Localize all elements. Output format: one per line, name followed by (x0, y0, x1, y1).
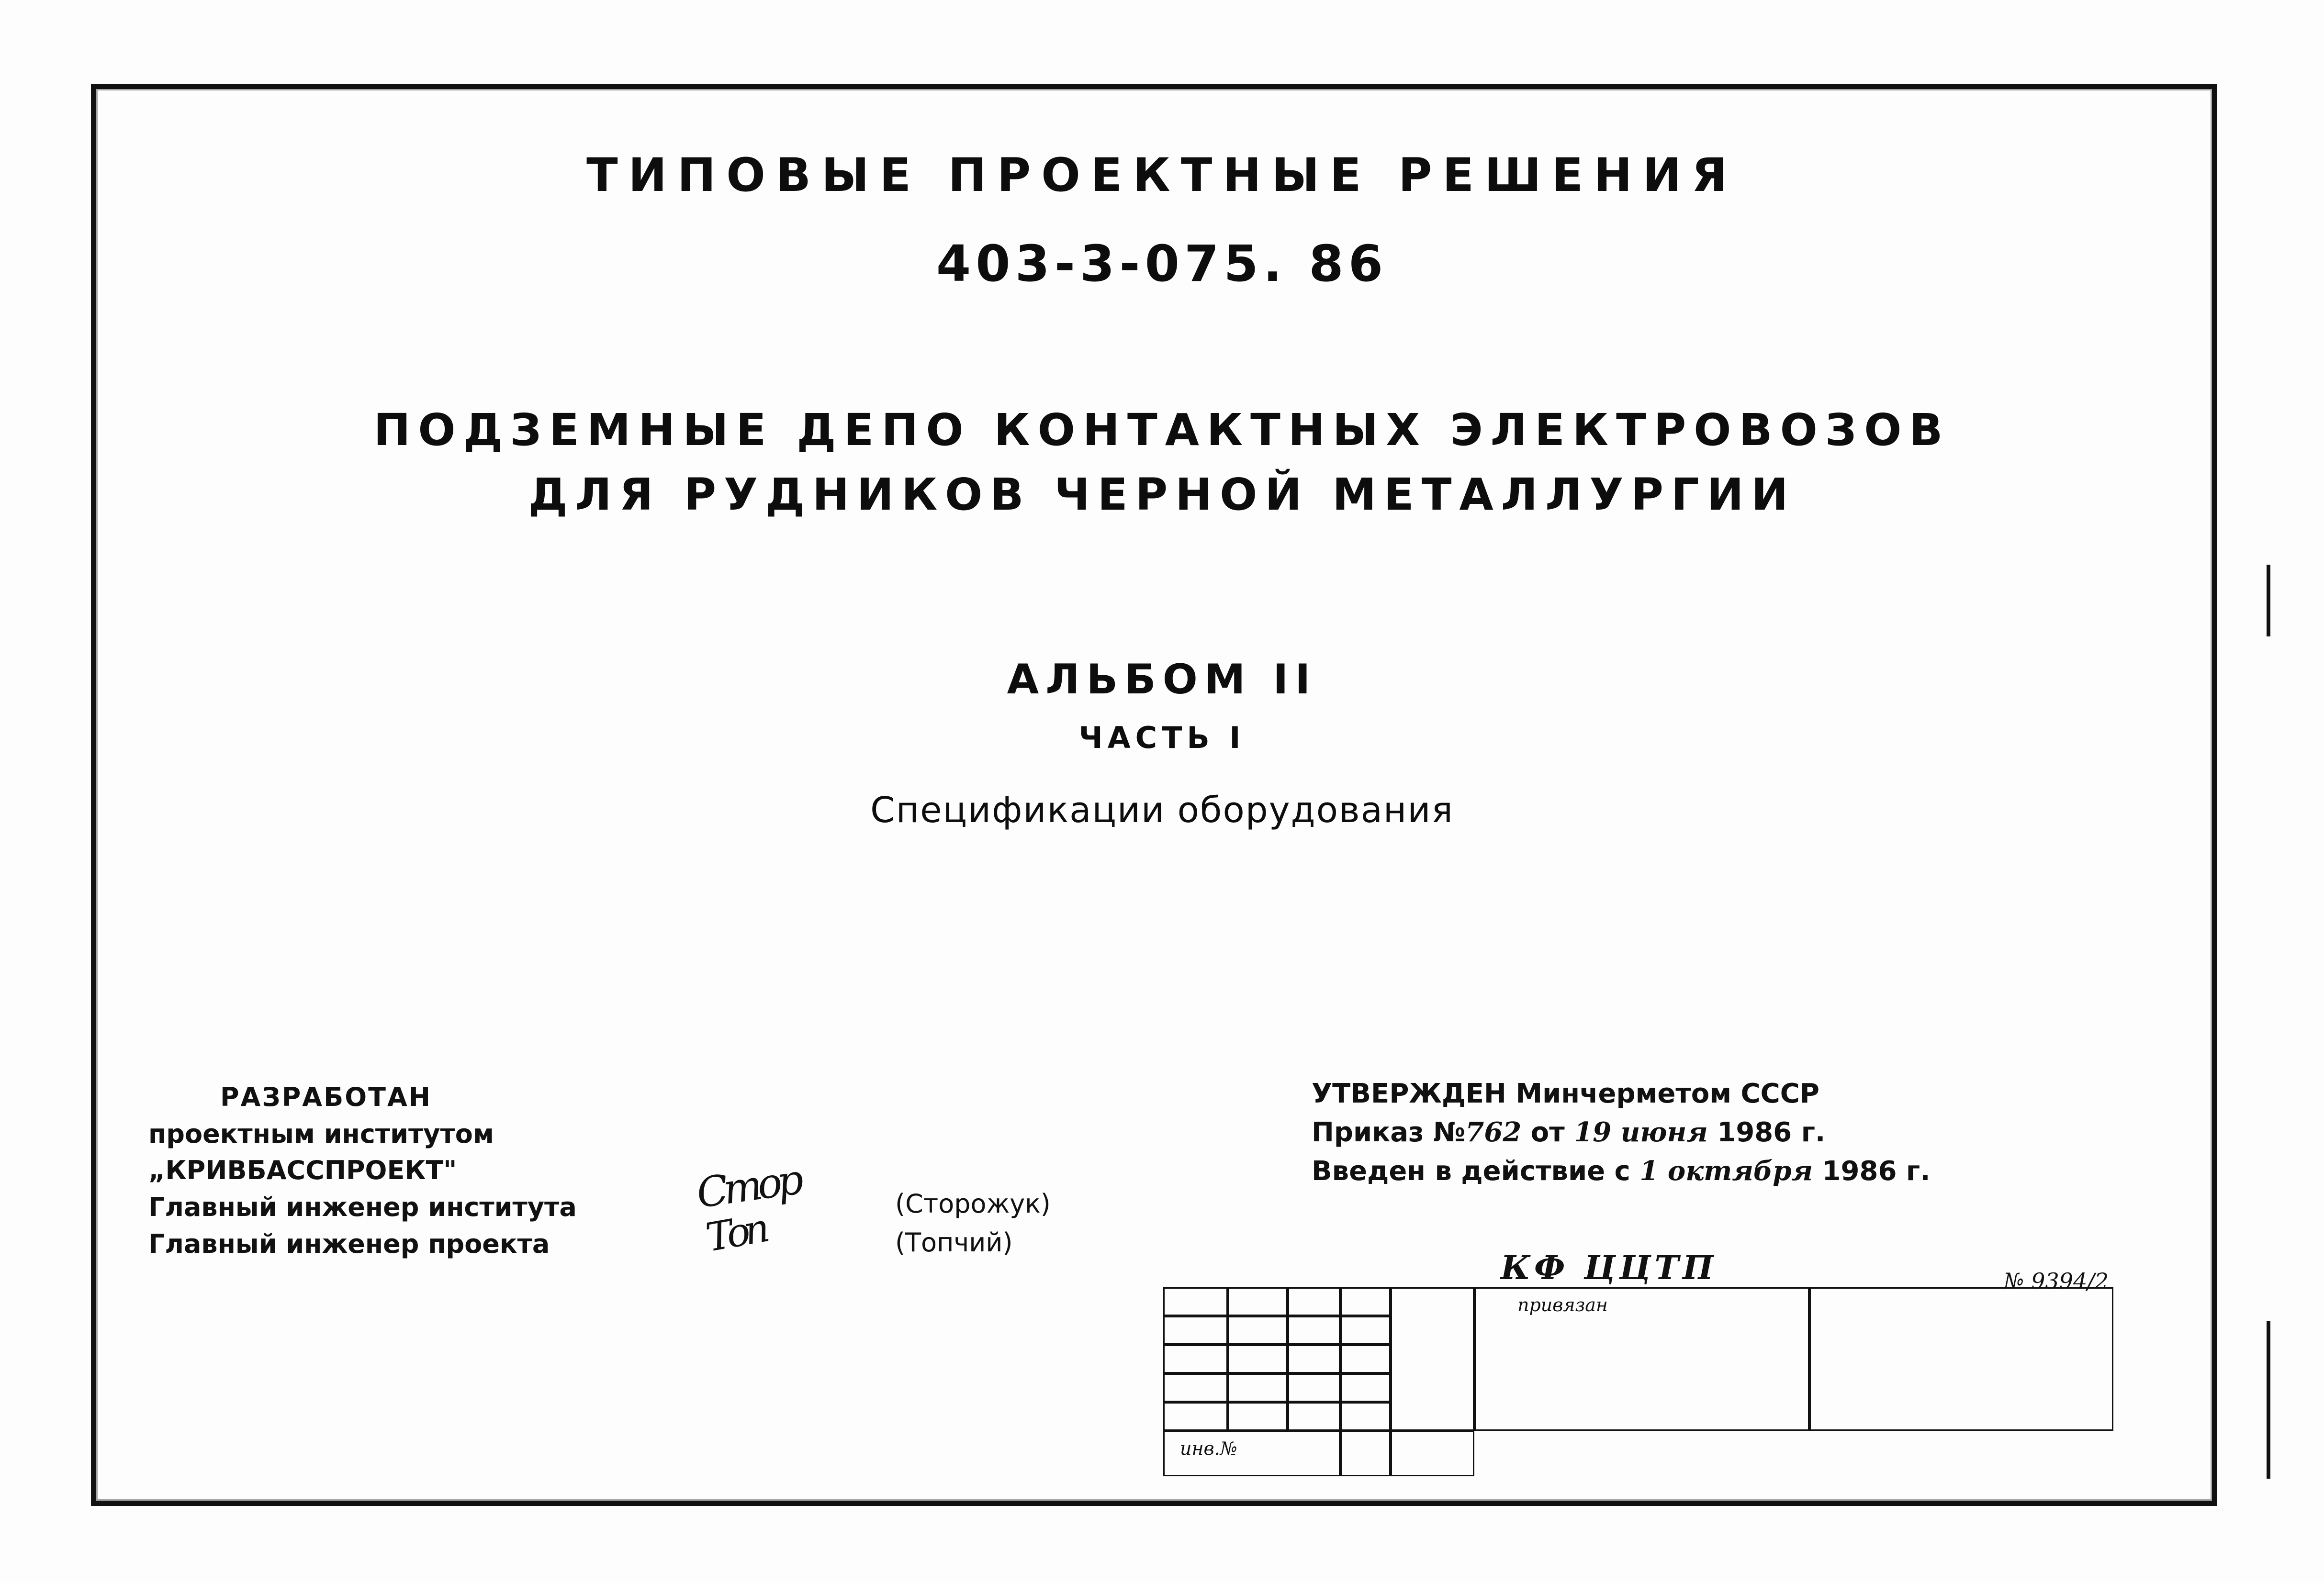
stamp-cell (1288, 1402, 1340, 1431)
stamp-cell (1288, 1373, 1340, 1402)
developer-block (148, 1079, 577, 1262)
stamp-cell (1288, 1345, 1340, 1373)
approval-authority: Минчерметом СССР (1516, 1078, 1819, 1109)
effective-prefix: Введен в действие с (1312, 1156, 1640, 1187)
signature-scribble-project: Топ (702, 1206, 768, 1261)
approval-effective-line (1312, 1152, 1930, 1191)
stamp-cell (1340, 1402, 1391, 1431)
developer-role-chief-engineer-project: Главный инженер проекта (148, 1228, 550, 1259)
stamp-cell (1163, 1345, 1228, 1373)
signatory-names (895, 1184, 1051, 1262)
developer-institute-line: проектным институтом (148, 1118, 494, 1149)
signatory-name-1: (Сторожук) (895, 1189, 1051, 1219)
subject-line-2: ДЛЯ РУДНИКОВ ЧЕРНОЙ МЕТАЛЛУРГИИ (528, 469, 1796, 520)
stamp-cell (1228, 1287, 1288, 1316)
approval-prefix: УТВЕРЖДЕН (1312, 1078, 1516, 1109)
approval-order-line (1312, 1113, 1930, 1152)
part-label: ЧАСТЬ I (1078, 720, 1246, 755)
order-prefix: Приказ № (1312, 1117, 1466, 1148)
order-number: 762 (1465, 1116, 1522, 1148)
approval-block (1312, 1074, 1930, 1191)
stamp-cell (1391, 1287, 1474, 1431)
stamp-cell (1340, 1345, 1391, 1373)
page-edge-tick-upper (2267, 565, 2270, 636)
stamp-cell (1288, 1316, 1340, 1345)
stamp-cell (1163, 1287, 1228, 1316)
developer-title: РАЗРАБОТАН (220, 1082, 432, 1112)
stamp-cell (1163, 1316, 1228, 1345)
album-label: АЛЬБОМ II (1007, 656, 1317, 703)
stamp-document-number: № 9394/2 (2003, 1268, 2109, 1294)
stamp-cell (1163, 1373, 1228, 1402)
stamp-cell (1228, 1345, 1288, 1373)
stamp-cell (1228, 1402, 1288, 1431)
stamp-cell (1288, 1287, 1340, 1316)
developer-institute-name: „КРИВБАССПРОЕКТ" (148, 1155, 457, 1186)
page-title: ТИПОВЫЕ ПРОЕКТНЫЕ РЕШЕНИЯ (586, 148, 1738, 202)
stamp-cell (1340, 1431, 1391, 1476)
developer-role-chief-engineer-institute: Главный инженер института (148, 1192, 577, 1223)
stamp-label-inv: инв.№ (1180, 1438, 1237, 1459)
stamp-label-privyazan: привязан (1517, 1294, 1608, 1315)
approval-line (1312, 1074, 1930, 1113)
order-year: 1986 г. (1707, 1117, 1826, 1148)
stamp-cell (1340, 1373, 1391, 1402)
stamp-cell (1340, 1287, 1391, 1316)
order-date: 19 июня (1574, 1116, 1708, 1148)
signature-scribble-institute: Сmор (694, 1156, 802, 1218)
stamp-cell-right (1809, 1287, 2113, 1431)
stamp-organization: КФ ЦЦТП (1501, 1249, 1718, 1287)
document-code: 403-3-075. 86 (936, 234, 1388, 293)
stamp-cell (1163, 1402, 1228, 1431)
effective-year: 1986 г. (1813, 1156, 1931, 1187)
order-date-prefix: от (1521, 1117, 1574, 1148)
subject-line-1: ПОДЗЕМНЫЕ ДЕПО КОНТАКТНЫХ ЭЛЕКТРОВОЗОВ (373, 404, 1951, 456)
page-edge-tick-lower (2267, 1321, 2270, 1479)
stamp-cell (1228, 1316, 1288, 1345)
title-stamp-table (1163, 1287, 2113, 1476)
stamp-cell (1340, 1316, 1391, 1345)
effective-date: 1 октября (1639, 1155, 1813, 1187)
signatory-name-2: (Топчий) (895, 1227, 1013, 1258)
stamp-cell (1228, 1373, 1288, 1402)
stamp-cell (1391, 1431, 1474, 1476)
section-title: Спецификации оборудования (870, 790, 1454, 831)
